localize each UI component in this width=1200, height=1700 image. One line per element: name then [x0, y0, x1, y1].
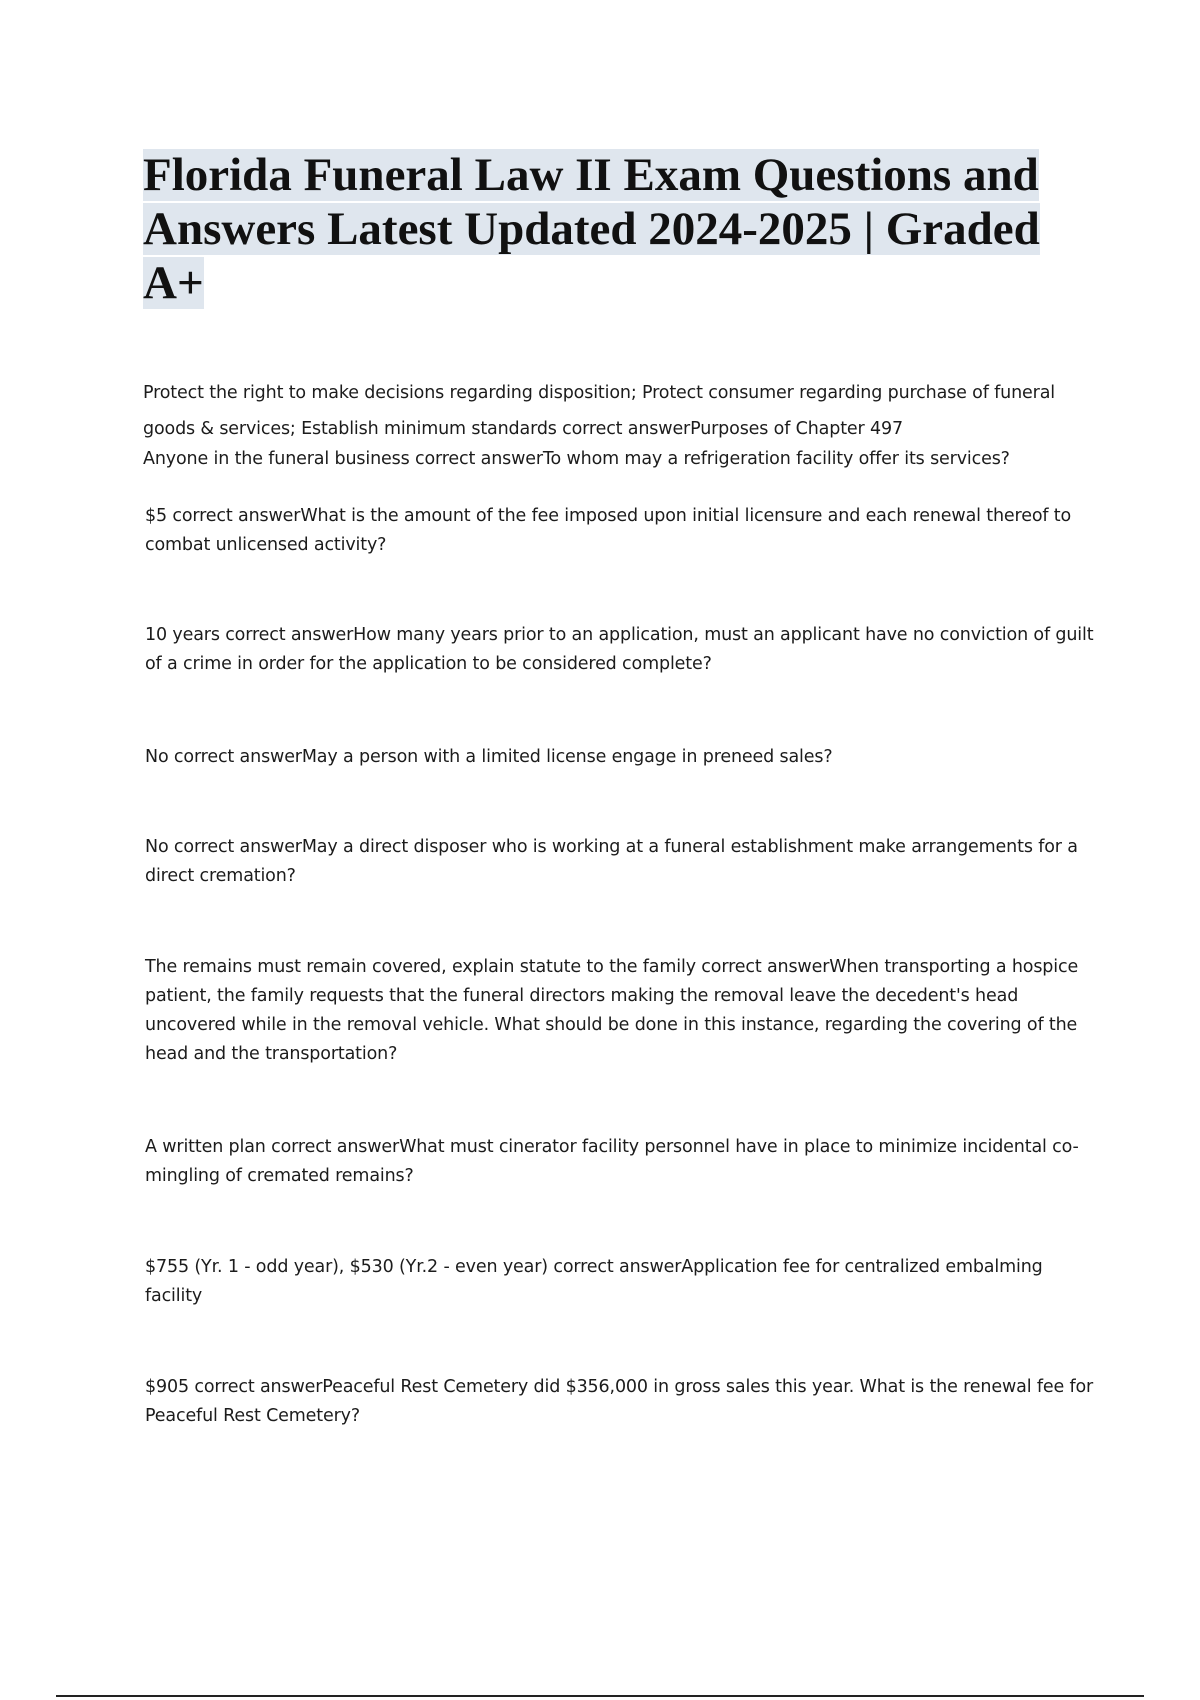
qa-entry-9: $755 (Yr. 1 - odd year), $530 (Yr.2 - even year) correct answerApplication fee for centralized embalming facility — [145, 1257, 1043, 1306]
qa-entry-3: $5 correct answerWhat is the amount of the fee imposed upon initial licensure and each renewal thereof to combat unlicensed activity? — [145, 506, 1072, 555]
qa-entry-8: A written plan correct answerWhat must cinerator facility personnel have in place to minimize incidental co-mingling of cremated remains? — [145, 1137, 1079, 1186]
qa-entry-10: $905 correct answerPeaceful Rest Cemetery did $356,000 in gross sales this year. What is the renewal fee for Peaceful Rest Cemetery? — [145, 1377, 1094, 1426]
qa-entry-2: Anyone in the funeral business correct answerTo whom may a refrigeration facility offer its services? — [143, 449, 1010, 469]
qa-entry-4: 10 years correct answerHow many years prior to an application, must an applicant have no conviction of guilt of a crime in order for the application to be considered complete? — [145, 625, 1094, 674]
document-title: Florida Funeral Law II Exam Questions and Answers Latest Updated 2024-2025 | Graded A+ — [143, 149, 1040, 309]
qa-entry-5: No correct answerMay a person with a limited license engage in preneed sales? — [145, 747, 833, 767]
bottom-rule — [56, 1695, 1144, 1697]
qa-entry-6: No correct answerMay a direct disposer who is working at a funeral establishment make arrangements for a direct cremation? — [145, 837, 1078, 886]
qa-entry-7: The remains must remain covered, explain statute to the family correct answerWhen transporting a hospice patient, the family requests that the funeral directors making the removal leave the decedent's head uncovered while in the removal vehicle. What should be done in this instance, regarding the covering of the head and the transportation? — [145, 957, 1079, 1064]
qa-entry-1: Protect the right to make decisions regarding disposition; Protect consumer regarding purchase of funeral goods & services; Establish minimum standards correct answerPurposes of Chapter 497 — [143, 383, 1055, 439]
